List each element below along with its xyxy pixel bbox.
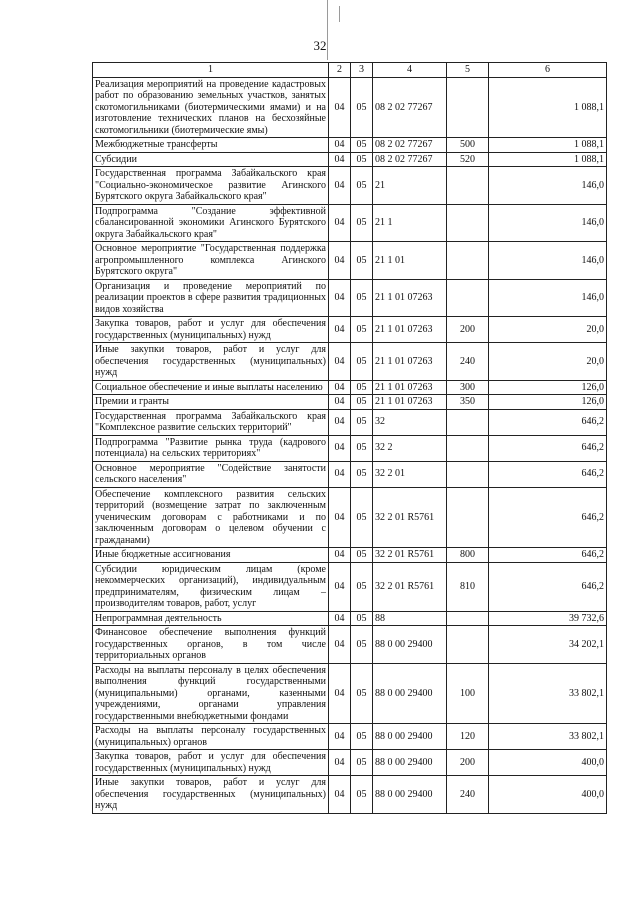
row-vr-cell: [447, 435, 489, 461]
row-pr-cell: 05: [351, 487, 373, 548]
row-rz-cell: 04: [329, 204, 351, 242]
row-name-cell: Субсидии: [93, 152, 329, 167]
table-row: [93, 204, 607, 242]
row-vr-cell: [447, 487, 489, 548]
table-row: [93, 750, 607, 776]
row-sum-cell: 400,0: [489, 776, 607, 814]
row-pr-cell: 05: [351, 317, 373, 343]
row-csr-cell: 32: [373, 409, 447, 435]
row-csr-cell: 88 0 00 29400: [373, 750, 447, 776]
row-rz-cell: 04: [329, 317, 351, 343]
row-vr-cell: [447, 167, 489, 205]
row-csr-cell: 21 1 01 07263: [373, 395, 447, 410]
row-pr-cell: 05: [351, 204, 373, 242]
header-csr: 4: [373, 63, 447, 78]
row-csr-cell: 21 1 01 07263: [373, 317, 447, 343]
row-sum-cell: 646,2: [489, 487, 607, 548]
table-header-row: [93, 63, 607, 78]
row-sum-cell: 126,0: [489, 395, 607, 410]
row-pr-cell: 05: [351, 138, 373, 153]
row-sum-cell: 646,2: [489, 435, 607, 461]
row-sum-cell: 1 088,1: [489, 138, 607, 153]
row-name-cell: Иные закупки товаров, работ и услуг для обеспечения государственных (муниципальных) нужд: [93, 776, 329, 814]
row-rz-cell: 04: [329, 776, 351, 814]
row-vr-cell: 350: [447, 395, 489, 410]
table-row: [93, 724, 607, 750]
row-pr-cell: 05: [351, 380, 373, 395]
row-sum-cell: 20,0: [489, 343, 607, 381]
row-vr-cell: [447, 409, 489, 435]
row-csr-cell: 21 1 01 07263: [373, 343, 447, 381]
row-name-cell: Расходы на выплаты персоналу в целях обеспечения выполнения функций государственными (муниципальными) органами, казенными учреждениями, органами управления государственными внебюджетными фондами: [93, 663, 329, 724]
row-sum-cell: 126,0: [489, 380, 607, 395]
row-csr-cell: 32 2 01: [373, 461, 447, 487]
row-name-cell: Социальное обеспечение и иные выплаты населению: [93, 380, 329, 395]
row-name-cell: Расходы на выплаты персоналу государственных (муниципальных) органов: [93, 724, 329, 750]
table-row: [93, 409, 607, 435]
row-csr-cell: 21 1 01: [373, 242, 447, 280]
row-rz-cell: 04: [329, 395, 351, 410]
table-row: [93, 242, 607, 280]
row-name-cell: Иные бюджетные ассигнования: [93, 548, 329, 563]
table-row: [93, 663, 607, 724]
row-vr-cell: 200: [447, 317, 489, 343]
row-vr-cell: 100: [447, 663, 489, 724]
row-vr-cell: [447, 77, 489, 138]
row-rz-cell: 04: [329, 663, 351, 724]
row-vr-cell: [447, 461, 489, 487]
row-rz-cell: 04: [329, 435, 351, 461]
row-name-cell: Межбюджетные трансферты: [93, 138, 329, 153]
header-name: 1: [93, 63, 329, 78]
row-pr-cell: 05: [351, 77, 373, 138]
table-row: [93, 611, 607, 626]
row-sum-cell: 146,0: [489, 279, 607, 317]
table-row: [93, 138, 607, 153]
row-vr-cell: 120: [447, 724, 489, 750]
row-vr-cell: [447, 279, 489, 317]
row-pr-cell: 05: [351, 409, 373, 435]
row-sum-cell: 646,2: [489, 409, 607, 435]
row-csr-cell: 88: [373, 611, 447, 626]
table-row: [93, 167, 607, 205]
table-row: [93, 776, 607, 814]
row-rz-cell: 04: [329, 724, 351, 750]
row-name-cell: Основное мероприятие "Государственная поддержка агропромышленного комплекса Агинского Бурятского округа": [93, 242, 329, 280]
row-csr-cell: 32 2 01 R5761: [373, 487, 447, 548]
table-row: [93, 343, 607, 381]
row-rz-cell: 04: [329, 242, 351, 280]
row-pr-cell: 05: [351, 724, 373, 750]
row-sum-cell: 646,2: [489, 562, 607, 611]
row-pr-cell: 05: [351, 461, 373, 487]
row-pr-cell: 05: [351, 279, 373, 317]
row-sum-cell: 400,0: [489, 750, 607, 776]
row-vr-cell: 800: [447, 548, 489, 563]
row-name-cell: Закупка товаров, работ и услуг для обеспечения государственных (муниципальных) нужд: [93, 750, 329, 776]
row-pr-cell: 05: [351, 152, 373, 167]
table-row: [93, 380, 607, 395]
row-name-cell: Иные закупки товаров, работ и услуг для обеспечения государственных (муниципальных) нужд: [93, 343, 329, 381]
budget-table: [92, 62, 607, 814]
row-sum-cell: 34 202,1: [489, 626, 607, 664]
row-pr-cell: 05: [351, 242, 373, 280]
row-rz-cell: 04: [329, 167, 351, 205]
row-pr-cell: 05: [351, 395, 373, 410]
row-csr-cell: 32 2: [373, 435, 447, 461]
row-csr-cell: 21 1 01 07263: [373, 380, 447, 395]
row-pr-cell: 05: [351, 167, 373, 205]
row-rz-cell: 04: [329, 626, 351, 664]
row-pr-cell: 05: [351, 548, 373, 563]
row-vr-cell: 810: [447, 562, 489, 611]
table-row: [93, 548, 607, 563]
row-csr-cell: 88 0 00 29400: [373, 776, 447, 814]
row-vr-cell: 500: [447, 138, 489, 153]
row-name-cell: Основное мероприятие "Содействие занятости сельского населения": [93, 461, 329, 487]
row-name-cell: Субсидии юридическим лицам (кроме некоммерческих организаций), индивидуальным предпринимателям, физическим лицам – производителям товаров, работ, услуг: [93, 562, 329, 611]
row-name-cell: Премии и гранты: [93, 395, 329, 410]
row-sum-cell: 1 088,1: [489, 77, 607, 138]
row-name-cell: Обеспечение комплексного развития сельских территорий (возмещение затрат по заключенным ученическим договорам с работниками и по заключенным договорам о целевом обучении с гражданами): [93, 487, 329, 548]
table-body: [93, 77, 607, 813]
table-row: [93, 395, 607, 410]
row-sum-cell: 39 732,6: [489, 611, 607, 626]
row-vr-cell: 240: [447, 343, 489, 381]
row-csr-cell: 21 1 01 07263: [373, 279, 447, 317]
row-vr-cell: 200: [447, 750, 489, 776]
row-rz-cell: 04: [329, 562, 351, 611]
row-rz-cell: 04: [329, 279, 351, 317]
table-row: [93, 487, 607, 548]
header-rz: 2: [329, 63, 351, 78]
row-sum-cell: 646,2: [489, 461, 607, 487]
page-number: 32: [313, 38, 327, 53]
table-row: [93, 626, 607, 664]
row-name-cell: Подпрограмма "Развитие рынка труда (кадрового потенциала) на сельских территориях": [93, 435, 329, 461]
row-name-cell: Организация и проведение мероприятий по реализации проектов в сфере развития традиционных видов хозяйства: [93, 279, 329, 317]
row-pr-cell: 05: [351, 562, 373, 611]
row-rz-cell: 04: [329, 77, 351, 138]
row-vr-cell: 520: [447, 152, 489, 167]
header-sum: 6: [489, 63, 607, 78]
table-row: [93, 77, 607, 138]
table-row: [93, 562, 607, 611]
row-sum-cell: 146,0: [489, 167, 607, 205]
row-sum-cell: 146,0: [489, 242, 607, 280]
scan-artifact-line: [339, 6, 340, 22]
header-pr: 3: [351, 63, 373, 78]
row-csr-cell: 08 2 02 77267: [373, 152, 447, 167]
row-rz-cell: 04: [329, 409, 351, 435]
row-pr-cell: 05: [351, 663, 373, 724]
table-row: [93, 279, 607, 317]
row-vr-cell: [447, 204, 489, 242]
row-pr-cell: 05: [351, 750, 373, 776]
table-row: [93, 435, 607, 461]
row-vr-cell: 300: [447, 380, 489, 395]
row-rz-cell: 04: [329, 152, 351, 167]
row-csr-cell: 08 2 02 77267: [373, 77, 447, 138]
row-csr-cell: 21: [373, 167, 447, 205]
row-sum-cell: 146,0: [489, 204, 607, 242]
row-sum-cell: 1 088,1: [489, 152, 607, 167]
row-name-cell: Реализация мероприятий на проведение кадастровых работ по образованию земельных участков, занятых скотомогильниками (биотермическими ямами) и на изготовление технических планов на бесхозяйные скотомогильники (биотермические ямы): [93, 77, 329, 138]
row-csr-cell: 88 0 00 29400: [373, 663, 447, 724]
row-csr-cell: 32 2 01 R5761: [373, 548, 447, 563]
row-csr-cell: 88 0 00 29400: [373, 626, 447, 664]
row-rz-cell: 04: [329, 611, 351, 626]
row-name-cell: Закупка товаров, работ и услуг для обеспечения государственных (муниципальных) нужд: [93, 317, 329, 343]
row-rz-cell: 04: [329, 138, 351, 153]
row-rz-cell: 04: [329, 487, 351, 548]
row-vr-cell: 240: [447, 776, 489, 814]
row-name-cell: Подпрограмма "Создание эффективной сбалансированной экономики Агинского Бурятского округа Забайкальского края": [93, 204, 329, 242]
row-pr-cell: 05: [351, 626, 373, 664]
row-rz-cell: 04: [329, 343, 351, 381]
row-sum-cell: 33 802,1: [489, 663, 607, 724]
table-row: [93, 152, 607, 167]
row-rz-cell: 04: [329, 380, 351, 395]
row-rz-cell: 04: [329, 461, 351, 487]
row-csr-cell: 21 1: [373, 204, 447, 242]
row-pr-cell: 05: [351, 611, 373, 626]
row-vr-cell: [447, 626, 489, 664]
row-pr-cell: 05: [351, 343, 373, 381]
table-row: [93, 317, 607, 343]
row-vr-cell: [447, 611, 489, 626]
row-csr-cell: 88 0 00 29400: [373, 724, 447, 750]
row-csr-cell: 32 2 01 R5761: [373, 562, 447, 611]
row-sum-cell: 646,2: [489, 548, 607, 563]
row-name-cell: Государственная программа Забайкальского края "Социально-экономическое развитие Агинского Бурятского округа Забайкальского края": [93, 167, 329, 205]
row-name-cell: Непрограммная деятельность: [93, 611, 329, 626]
header-vr: 5: [447, 63, 489, 78]
row-pr-cell: 05: [351, 776, 373, 814]
row-csr-cell: 08 2 02 77267: [373, 138, 447, 153]
table-row: [93, 461, 607, 487]
row-rz-cell: 04: [329, 750, 351, 776]
row-name-cell: Государственная программа Забайкальского края "Комплексное развитие сельских территорий": [93, 409, 329, 435]
row-vr-cell: [447, 242, 489, 280]
row-sum-cell: 20,0: [489, 317, 607, 343]
row-sum-cell: 33 802,1: [489, 724, 607, 750]
row-pr-cell: 05: [351, 435, 373, 461]
row-name-cell: Финансовое обеспечение выполнения функций государственных органов, в том числе территориальных органов: [93, 626, 329, 664]
row-rz-cell: 04: [329, 548, 351, 563]
